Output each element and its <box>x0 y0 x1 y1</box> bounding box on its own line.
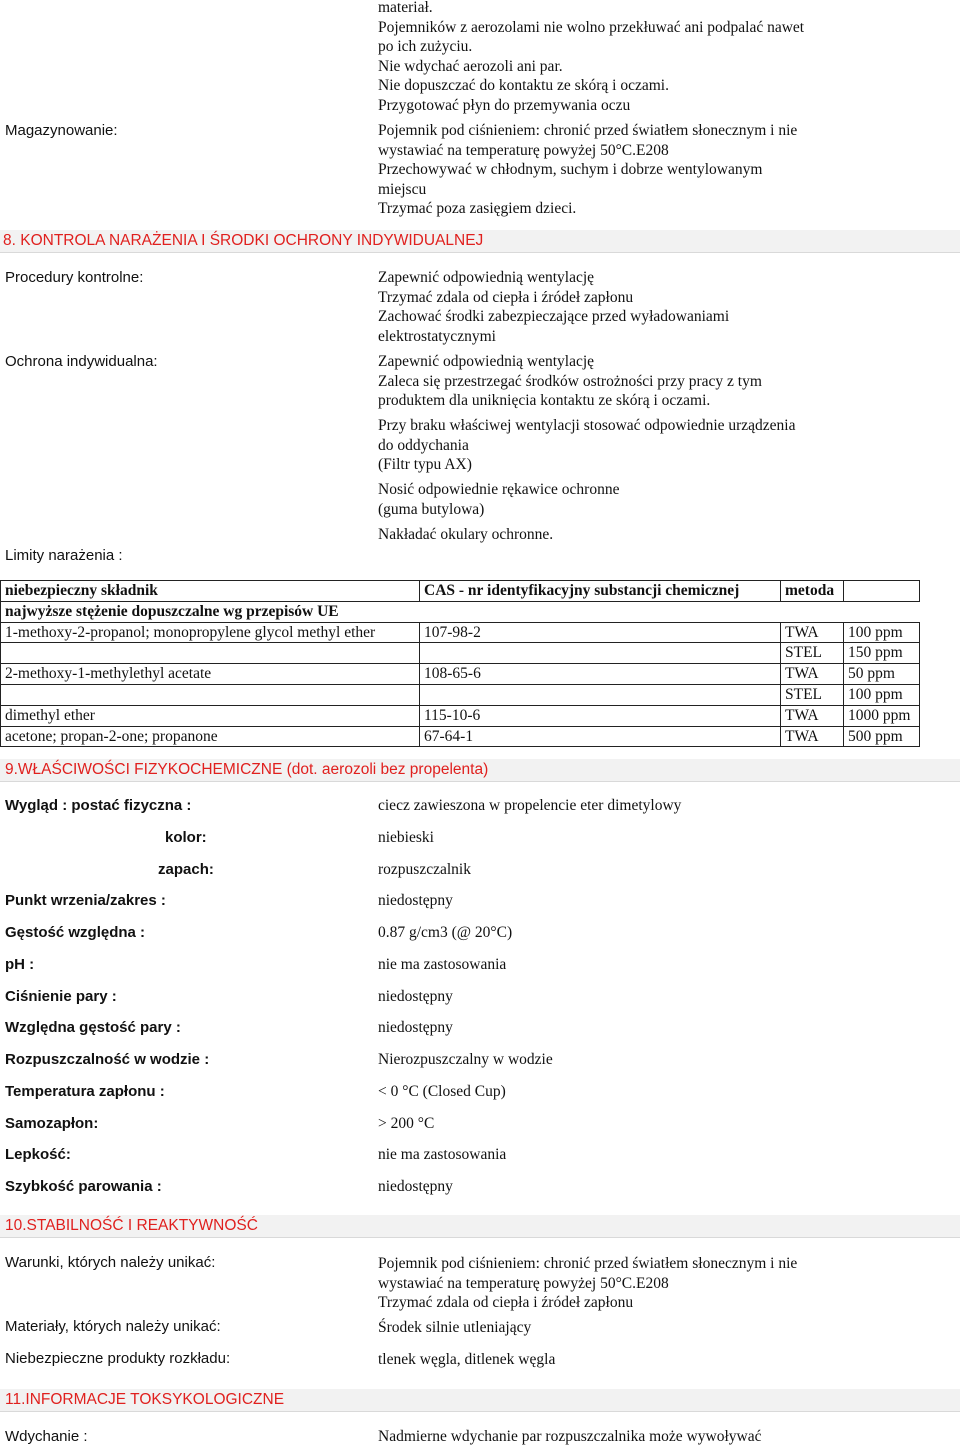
cell-cas: 107-98-2 <box>420 622 781 643</box>
cell-cas: 108-65-6 <box>420 664 781 685</box>
prop-value-solubility: Nierozpuszczalny w wodzie <box>378 1051 553 1068</box>
prop-value-evaporation-rate: niedostępny <box>378 1178 453 1195</box>
cell-value: 500 ppm <box>844 726 920 747</box>
text-line: Zapewnić odpowiednią wentylację <box>378 353 595 370</box>
cell-method: TWA <box>781 622 844 643</box>
prop-value-relative-density: 0.87 g/cm3 (@ 20°C) <box>378 924 513 941</box>
table-row <box>1 726 920 747</box>
personal-protection-label: Ochrona indywidualna: <box>5 353 158 370</box>
control-procedures-text <box>378 268 729 346</box>
prop-value-viscosity: nie ma zastosowania <box>378 1146 507 1163</box>
text-line: Nie wdychać aerozoli ani par. <box>378 57 563 75</box>
text-line: Trzymać zdala od ciepła i źródeł zapłonu <box>378 288 634 306</box>
table-subheader-row <box>1 601 920 622</box>
text-line: Przygotować płyn do przemywania oczu <box>378 96 631 114</box>
storage-label: Magazynowanie: <box>5 122 118 139</box>
text-line: wystawiać na temperaturę powyżej 50°C.E208 <box>378 141 669 159</box>
prop-value-ph: nie ma zastosowania <box>378 956 507 973</box>
prop-value-appearance: ciecz zawieszona w propelencie eter dimetylowy <box>378 797 682 814</box>
cell-component: acetone; propan-2-one; propanone <box>1 726 420 747</box>
decomposition-products-value: tlenek węgla, ditlenek węgla <box>378 1351 556 1368</box>
prop-label-ph: pH : <box>5 956 35 973</box>
storage-text <box>378 121 797 219</box>
prop-value-vapor-density: niedostępny <box>378 1019 453 1036</box>
prop-label-vapor-pressure: Ciśnienie pary : <box>5 988 117 1005</box>
text-line: Przy braku właściwej wentylacji stosować odpowiednie urządzenia <box>378 417 796 434</box>
prop-label-appearance: Wygląd : postać fizyczna : <box>5 797 192 814</box>
table-row <box>1 684 920 705</box>
prop-value-flash-point: < 0 °C (Closed Cup) <box>378 1083 506 1100</box>
materials-to-avoid-value: Środek silnie utleniający <box>378 1319 532 1336</box>
text-line: (Filtr typu AX) <box>378 456 472 474</box>
cell-cas <box>420 684 781 705</box>
text-line: Trzymać poza zasięgiem dzieci. <box>378 200 577 218</box>
prop-label-boiling-point: Punkt wrzenia/zakres : <box>5 892 166 909</box>
prop-label-relative-density: Gęstość względna : <box>5 924 146 941</box>
table-row <box>1 622 920 643</box>
prop-value-odor: rozpuszczalnik <box>378 861 471 878</box>
cell-component <box>1 684 420 705</box>
table-row <box>1 705 920 726</box>
table-row <box>1 643 920 664</box>
text-line: materiał. <box>378 0 433 16</box>
cell-method: STEL <box>781 643 844 664</box>
protection-block-2 <box>378 416 796 475</box>
prop-label-viscosity: Lepkość: <box>5 1146 71 1163</box>
text-line: miejscu <box>378 180 427 198</box>
prop-label-color: kolor: <box>165 829 207 846</box>
prop-value-vapor-pressure: niedostępny <box>378 988 453 1005</box>
decomposition-products-label: Niebezpieczne produkty rozkładu: <box>5 1350 231 1367</box>
cell-component: 2-methoxy-1-methylethyl acetate <box>1 664 420 685</box>
section-8-header <box>0 230 960 253</box>
text-line: Nie dopuszczać do kontaktu ze skórą i oczami. <box>378 77 669 95</box>
header-cas: CAS - nr identyfikacyjny substancji chemicznej <box>420 581 781 602</box>
text-line: Zaleca się przestrzegać środków ostrożności przy pracy z tym <box>378 372 762 390</box>
materials-to-avoid-label: Materiały, których należy unikać: <box>5 1318 221 1335</box>
header-method: metoda <box>781 581 844 602</box>
cell-value: 50 ppm <box>844 664 920 685</box>
cell-cas: 115-10-6 <box>420 705 781 726</box>
prop-label-flash-point: Temperatura zapłonu : <box>5 1083 165 1100</box>
cell-value: 150 ppm <box>844 643 920 664</box>
prop-value-autoignition: > 200 °C <box>378 1115 435 1132</box>
control-procedures-label: Procedury kontrolne: <box>5 269 144 286</box>
text-line: do oddychania <box>378 436 469 454</box>
cell-value: 100 ppm <box>844 622 920 643</box>
cell-method: TWA <box>781 705 844 726</box>
section-10-title: 10.STABILNOŚĆ I REAKTYWNOŚĆ <box>5 1217 258 1234</box>
cell-component: dimethyl ether <box>1 705 420 726</box>
table-header-row <box>1 581 920 602</box>
prop-label-evaporation-rate: Szybkość parowania : <box>5 1178 162 1195</box>
exposure-limits-table <box>0 580 920 747</box>
text-line: produktem dla uniknięcia kontaktu ze skórą i oczami. <box>378 392 711 410</box>
cell-cas: 67-64-1 <box>420 726 781 747</box>
text-line: (guma butylowa) <box>378 500 485 518</box>
text-line: Przechowywać w chłodnym, suchym i dobrze wentylowanym <box>378 161 763 179</box>
text-line: po ich zużyciu. <box>378 38 473 56</box>
text-line: Pojemnik pod ciśnieniem: chronić przed światłem słonecznym i nie <box>378 122 798 139</box>
cell-component <box>1 643 420 664</box>
text-line: Nosić odpowiednie rękawice ochronne <box>378 481 620 498</box>
cell-component: 1-methoxy-2-propanol; monopropylene glycol methyl ether <box>1 622 420 643</box>
protection-block-3 <box>378 480 619 519</box>
section-9-title: 9.WŁAŚCIWOŚCI FIZYKOCHEMICZNE (dot. aerozoli bez propelenta) <box>5 761 489 778</box>
prop-label-autoignition: Samozapłon: <box>5 1115 99 1132</box>
text-line: Pojemników z aerozolami nie wolno przekłuwać ani podpalać nawet <box>378 18 805 36</box>
header-component: niebezpieczny składnik <box>1 581 420 602</box>
cell-value: 100 ppm <box>844 684 920 705</box>
exposure-limits-label: Limity narażenia : <box>5 547 123 564</box>
prop-label-odor: zapach: <box>158 861 214 878</box>
protection-block-1 <box>378 352 762 411</box>
text-line: Zapewnić odpowiednią wentylację <box>378 269 595 286</box>
cell-value: 1000 ppm <box>844 705 920 726</box>
text-line: elektrostatycznymi <box>378 327 496 345</box>
section-10-header <box>0 1215 960 1238</box>
cell-cas <box>420 643 781 664</box>
section-11-header <box>0 1389 960 1412</box>
inhalation-value: Nadmierne wdychanie par rozpuszczalnika może wywoływać <box>378 1428 762 1445</box>
conditions-to-avoid-label: Warunki, których należy unikać: <box>5 1254 216 1271</box>
prop-value-boiling-point: niedostępny <box>378 892 453 909</box>
text-line: Zachować środki zabezpieczające przed wyładowaniami <box>378 308 730 326</box>
section-11-title: 11.INFORMACJE TOKSYKOLOGICZNE <box>5 1391 285 1408</box>
handling-text <box>378 0 804 116</box>
prop-label-vapor-density: Względna gęstość pary : <box>5 1019 181 1036</box>
cell-method: TWA <box>781 664 844 685</box>
cell-method: TWA <box>781 726 844 747</box>
header-empty-cell <box>844 581 920 602</box>
cell-method: STEL <box>781 684 844 705</box>
prop-value-color: niebieski <box>378 829 434 846</box>
inhalation-label: Wdychanie : <box>5 1428 88 1445</box>
prop-label-solubility: Rozpuszczalność w wodzie : <box>5 1051 210 1068</box>
subheader-eu-limits: najwyższe stężenie dopuszczalne wg przepisów UE <box>1 601 920 622</box>
section-8-title: 8. KONTROLA NARAŻENIA I ŚRODKI OCHRONY INDYWIDUALNEJ <box>3 232 484 249</box>
text-line: Trzymać zdala od ciepła i źródeł zapłonu <box>378 1294 634 1312</box>
text-line: wystawiać na temperaturę powyżej 50°C.E208 <box>378 1274 669 1292</box>
text-line: Nakładać okulary ochronne. <box>378 526 554 543</box>
protection-block-4 <box>378 525 553 545</box>
table-row <box>1 664 920 685</box>
section-9-header <box>0 759 960 782</box>
text-line: Pojemnik pod ciśnieniem: chronić przed światłem słonecznym i nie <box>378 1255 798 1272</box>
conditions-to-avoid-text <box>378 1254 797 1313</box>
